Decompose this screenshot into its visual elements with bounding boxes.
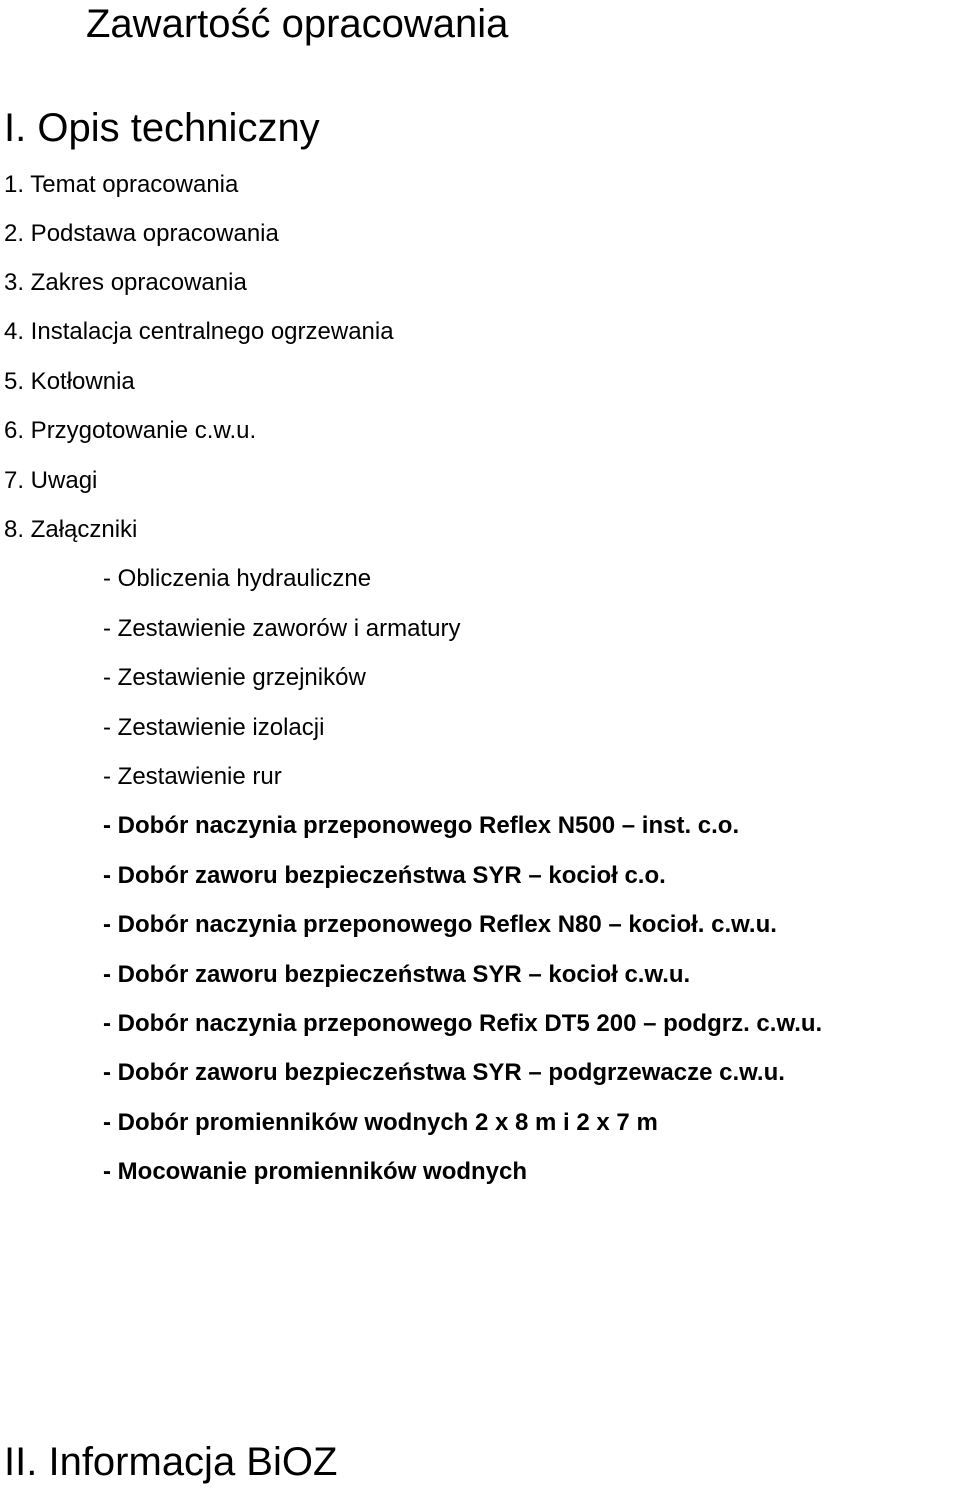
toc-item-kotlownia: 5. Kotłownia [4,368,135,395]
attachment-zestawienie-izolacji: - Zestawienie izolacji [103,714,325,741]
attachment-naczynie-n80: - Dobór naczynia przeponowego Reflex N80 – kocioł. c.w.u. [103,911,777,938]
toc-item-temat: 1. Temat opracowania [4,171,239,198]
attachment-zestawienie-grzejnikow: - Zestawienie grzejników [103,664,366,691]
toc-item-zakres: 3. Zakres opracowania [4,269,247,296]
attachment-zawor-syr-cwu: - Dobór zaworu bezpieczeństwa SYR – kocioł c.w.u. [103,961,691,988]
section-heading-opis-techniczny: I. Opis techniczny [4,106,320,150]
attachment-dobor-promiennikow: - Dobór promienników wodnych 2 x 8 m i 2 x 7 m [103,1109,658,1136]
attachment-zawor-syr-podgrzewacze: - Dobór zaworu bezpieczeństwa SYR – podgrzewacze c.w.u. [103,1059,785,1086]
attachment-zestawienie-zaworow: - Zestawienie zaworów i armatury [103,615,461,642]
attachment-naczynie-n500: - Dobór naczynia przeponowego Reflex N500 – inst. c.o. [103,812,740,839]
toc-item-przygotowanie-cwu: 6. Przygotowanie c.w.u. [4,417,257,444]
toc-item-instalacja-co: 4. Instalacja centralnego ogrzewania [4,318,394,345]
toc-item-zalaczniki: 8. Załączniki [4,516,138,543]
attachment-zawor-syr-co: - Dobór zaworu bezpieczeństwa SYR – kocioł c.o. [103,862,666,889]
toc-item-podstawa: 2. Podstawa opracowania [4,220,279,247]
toc-item-uwagi: 7. Uwagi [4,467,98,494]
attachment-mocowanie-promiennikow: - Mocowanie promienników wodnych [103,1158,528,1185]
attachment-obliczenia-hydrauliczne: - Obliczenia hydrauliczne [103,565,372,592]
attachment-naczynie-refix-dt5: - Dobór naczynia przeponowego Refix DT5 200 – podgrz. c.w.u. [103,1010,823,1037]
document-title: Zawartość opracowania [86,2,509,46]
section-heading-informacja-bioz: II. Informacja BiOZ [4,1440,338,1484]
attachment-zestawienie-rur: - Zestawienie rur [103,763,282,790]
